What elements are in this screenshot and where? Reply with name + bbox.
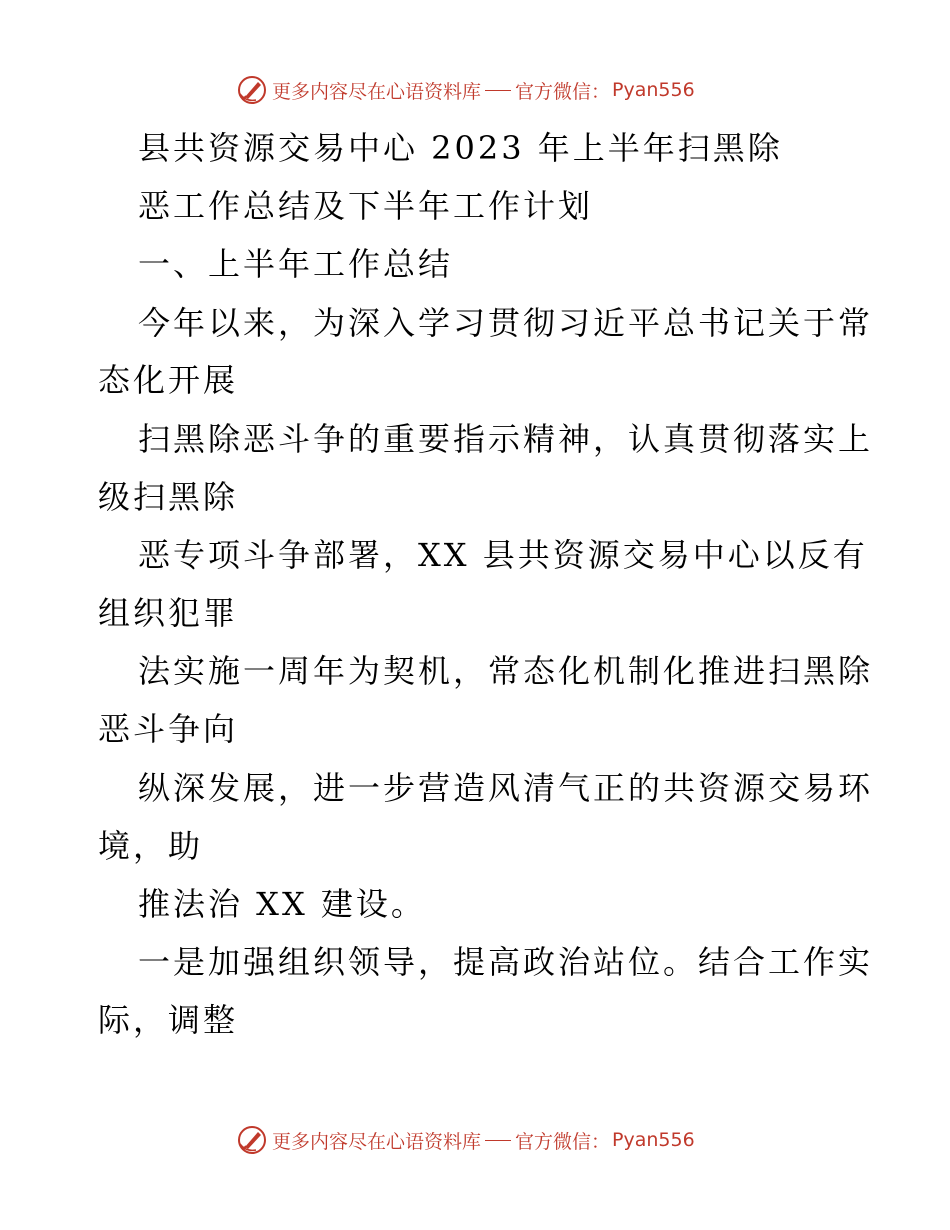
paragraph-line: 纵深发展，进一步营造风清气正的共资源交易环 [138, 769, 874, 807]
paragraph-line: 今年以来，为深入学习贯彻习近平总书记关于常 [138, 304, 874, 342]
paragraph-line: 态化开展 [98, 361, 239, 399]
paragraph-line: 级扫黑除 [98, 478, 239, 516]
paragraph-line: 际，调整 [98, 1001, 239, 1039]
watermark-dash [485, 1140, 511, 1141]
paragraph-line: 恶斗争向 [98, 710, 239, 748]
section-heading: 一、上半年工作总结 [138, 245, 454, 283]
paragraph-line: 扫黑除恶斗争的重要指示精神，认真贯彻落实上 [138, 420, 874, 458]
paragraph-line: 境，助 [98, 827, 204, 865]
paragraph-line: 一是加强组织领导，提高政治站位。结合工作实 [138, 943, 874, 981]
watermark-header [236, 72, 695, 108]
watermark-dash [485, 90, 511, 91]
quill-pen-icon [236, 74, 268, 106]
wechat-label: 官方微信： [515, 1130, 611, 1153]
paragraph-line: 法实施一周年为契机，常态化机制化推进扫黑除 [138, 652, 874, 690]
quill-pen-icon [236, 1124, 268, 1156]
paragraph-line: 组织犯罪 [98, 594, 239, 632]
watermark-text: 更多内容尽在心语资料库 [272, 80, 482, 103]
paragraph-line: 推法治 XX 建设。 [138, 885, 426, 923]
paragraph-line: 恶专项斗争部署，XX 县共资源交易中心以反有 [138, 536, 868, 574]
document-title-line-2: 恶工作总结及下半年工作计划 [138, 187, 594, 225]
watermark-text: 更多内容尽在心语资料库 [272, 1130, 482, 1153]
wechat-id: Pyan556 [612, 79, 695, 101]
wechat-id: Pyan556 [612, 1129, 695, 1151]
watermark-footer [236, 1122, 695, 1158]
wechat-label: 官方微信： [515, 80, 611, 103]
document-title-line-1: 县共资源交易中心 2023 年上半年扫黑除 [138, 129, 783, 167]
